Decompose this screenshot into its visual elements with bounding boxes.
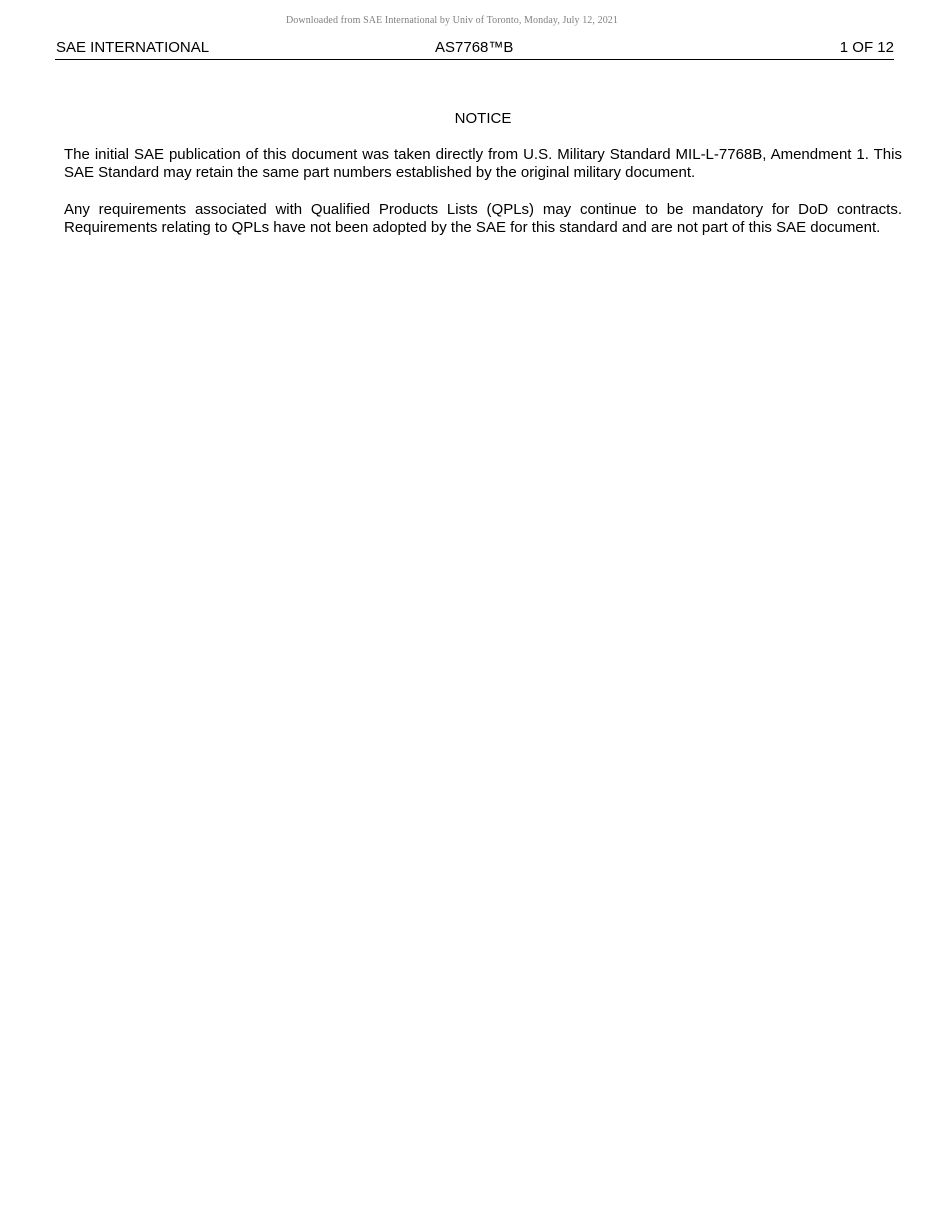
download-watermark: Downloaded from SAE International by Univ of Toronto, Monday, July 12, 2021 <box>285 15 619 26</box>
notice-paragraph: The initial SAE publication of this document was taken directly from U.S. Military Standard MIL-L-7768B, Amendment 1. This SAE Standard may retain the same part numbers established by the original military document. <box>64 146 902 181</box>
notice-heading: NOTICE <box>454 110 512 127</box>
notice-paragraph: Any requirements associated with Qualified Products Lists (QPLs) may continue to be mandatory for DoD contracts. Requirements relating to QPLs have not been adopted by the SAE for this standard and are not part of this SAE document. <box>64 201 902 236</box>
document-number: AS7768™B <box>435 39 514 56</box>
organization-name: SAE INTERNATIONAL <box>56 39 210 56</box>
page-header <box>55 38 894 60</box>
page-indicator: 1 OF 12 <box>839 39 894 56</box>
